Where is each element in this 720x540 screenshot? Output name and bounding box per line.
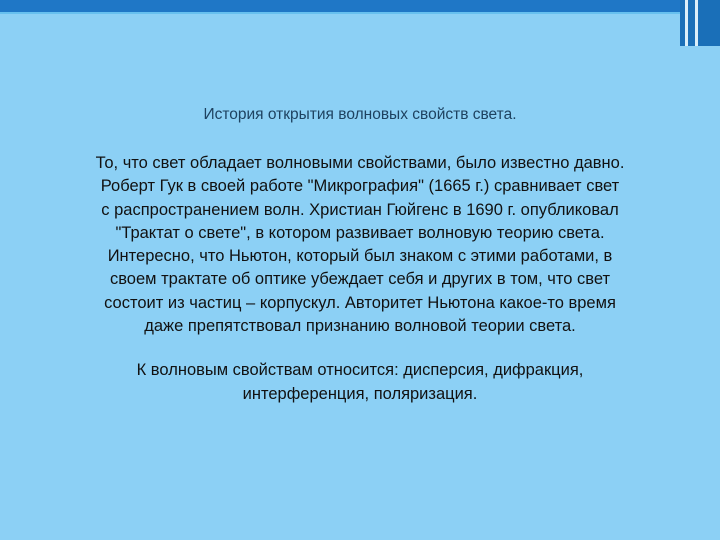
- body-paragraph-history: То, что свет обладает волновыми свойствами, было известно давно. Роберт Гук в своей работе "Микрография" (1665 г.) сравнивает свет с распространением волн. Христиан Гюйгенс в 1690 г. опубликовал "Трактат о свете", в котором развивает волновую теорию света. Интересно, что Ньютон, который был знаком с этими работами, в своем трактате об оптике убеждает себя и других в том, что свет состоит из частиц – корпускул. Авторитет Ньютона какое-то время даже препятствовал признанию волновой теории света.: [95, 154, 625, 336]
- top-accent-line: [0, 12, 720, 14]
- body-paragraph-properties: К волновым свойствам относится: дисперсия, дифракция, интерференция, поляризация.: [136, 361, 584, 403]
- slide-title: История открытия волновых свойств света.: [203, 106, 517, 123]
- corner-stripe: [685, 0, 688, 46]
- corner-stripe: [695, 0, 698, 46]
- slide-content: [24, 105, 696, 406]
- top-accent-bar: [0, 0, 720, 12]
